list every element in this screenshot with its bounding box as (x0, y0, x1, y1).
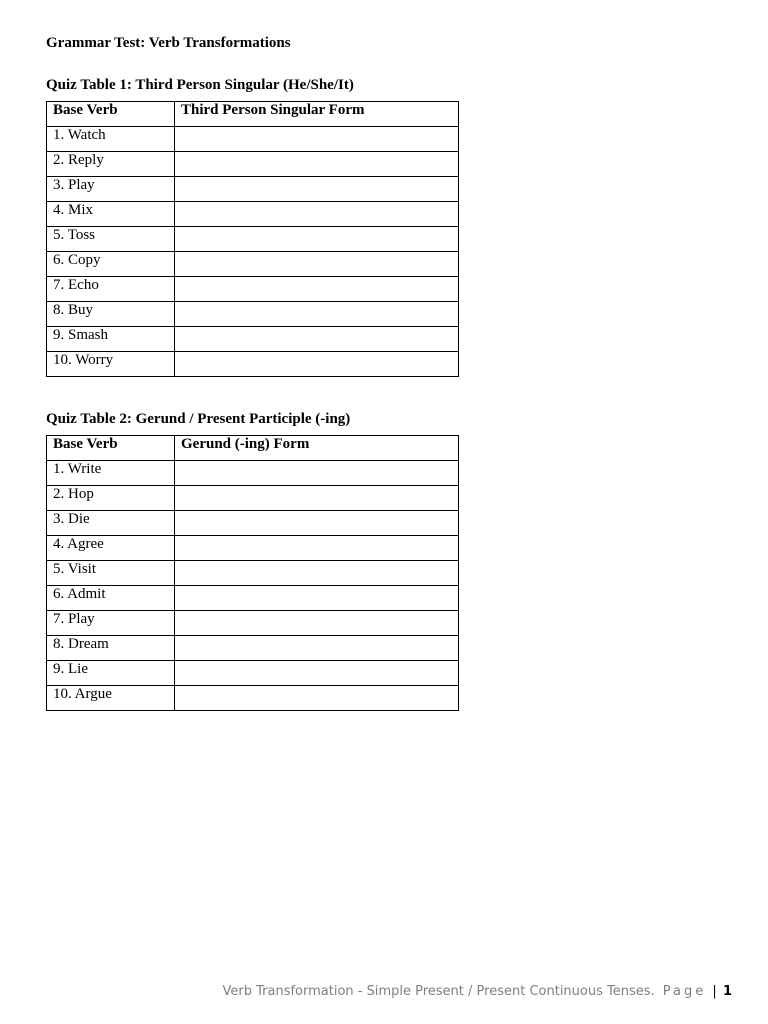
base-verb-header: Base Verb (47, 102, 175, 127)
base-verb-cell: 1. Watch (47, 127, 175, 152)
base-verb-cell: 2. Reply (47, 152, 175, 177)
table-row (47, 561, 459, 586)
base-verb-cell: 5. Visit (47, 561, 175, 586)
table-row (47, 277, 459, 302)
base-verb-cell: 3. Play (47, 177, 175, 202)
base-verb-cell: 7. Play (47, 611, 175, 636)
answer-cell[interactable] (175, 202, 459, 227)
answer-cell[interactable] (175, 536, 459, 561)
table-row (47, 152, 459, 177)
table-row (47, 302, 459, 327)
base-verb-cell: 7. Echo (47, 277, 175, 302)
answer-cell[interactable] (175, 127, 459, 152)
base-verb-cell: 9. Smash (47, 327, 175, 352)
answer-cell[interactable] (175, 152, 459, 177)
answer-cell[interactable] (175, 352, 459, 377)
document-title: Grammar Test: Verb Transformations (46, 35, 291, 51)
answer-cell[interactable] (175, 177, 459, 202)
page-footer (223, 983, 733, 1000)
table-row (47, 227, 459, 252)
gerund-form-header: Gerund (-ing) Form (175, 436, 459, 461)
table-row (47, 127, 459, 152)
answer-cell[interactable] (175, 586, 459, 611)
base-verb-cell: 4. Mix (47, 202, 175, 227)
answer-cell[interactable] (175, 302, 459, 327)
base-verb-cell: 8. Buy (47, 302, 175, 327)
footer-separator: | (712, 984, 717, 999)
answer-cell[interactable] (175, 227, 459, 252)
page-label: Page (662, 984, 707, 999)
table-row (47, 661, 459, 686)
quiz-table-1 (46, 101, 459, 377)
base-verb-cell: 8. Dream (47, 636, 175, 661)
table-header-row (47, 102, 459, 127)
third-person-form-header: Third Person Singular Form (175, 102, 459, 127)
table-row (47, 511, 459, 536)
quiz-table-1-title: Quiz Table 1: Third Person Singular (He/She/It) (46, 77, 354, 93)
answer-cell[interactable] (175, 686, 459, 711)
table-row (47, 352, 459, 377)
table-row (47, 202, 459, 227)
answer-cell[interactable] (175, 327, 459, 352)
footer-text: Verb Transformation - Simple Present / Present Continuous Tenses. (222, 984, 655, 999)
quiz-table-2 (46, 435, 459, 711)
quiz-table-2-title: Quiz Table 2: Gerund / Present Participle (-ing) (46, 411, 351, 427)
answer-cell[interactable] (175, 461, 459, 486)
table-row (47, 486, 459, 511)
table-row (47, 636, 459, 661)
table-header-row (47, 436, 459, 461)
answer-cell[interactable] (175, 277, 459, 302)
base-verb-cell: 6. Copy (47, 252, 175, 277)
table-row (47, 536, 459, 561)
table-row (47, 177, 459, 202)
table-row (47, 611, 459, 636)
answer-cell[interactable] (175, 611, 459, 636)
base-verb-cell: 4. Agree (47, 536, 175, 561)
base-verb-cell: 2. Hop (47, 486, 175, 511)
base-verb-cell: 10. Argue (47, 686, 175, 711)
table-row (47, 586, 459, 611)
answer-cell[interactable] (175, 636, 459, 661)
base-verb-cell: 3. Die (47, 511, 175, 536)
answer-cell[interactable] (175, 661, 459, 686)
answer-cell[interactable] (175, 486, 459, 511)
base-verb-cell: 1. Write (47, 461, 175, 486)
base-verb-header: Base Verb (47, 436, 175, 461)
answer-cell[interactable] (175, 511, 459, 536)
base-verb-cell: 10. Worry (47, 352, 175, 377)
answer-cell[interactable] (175, 252, 459, 277)
base-verb-cell: 5. Toss (47, 227, 175, 252)
answer-cell[interactable] (175, 561, 459, 586)
table-row (47, 327, 459, 352)
base-verb-cell: 9. Lie (47, 661, 175, 686)
table-row (47, 252, 459, 277)
base-verb-cell: 6. Admit (47, 586, 175, 611)
table-row (47, 461, 459, 486)
table-row (47, 686, 459, 711)
page-number: 1 (722, 984, 732, 999)
